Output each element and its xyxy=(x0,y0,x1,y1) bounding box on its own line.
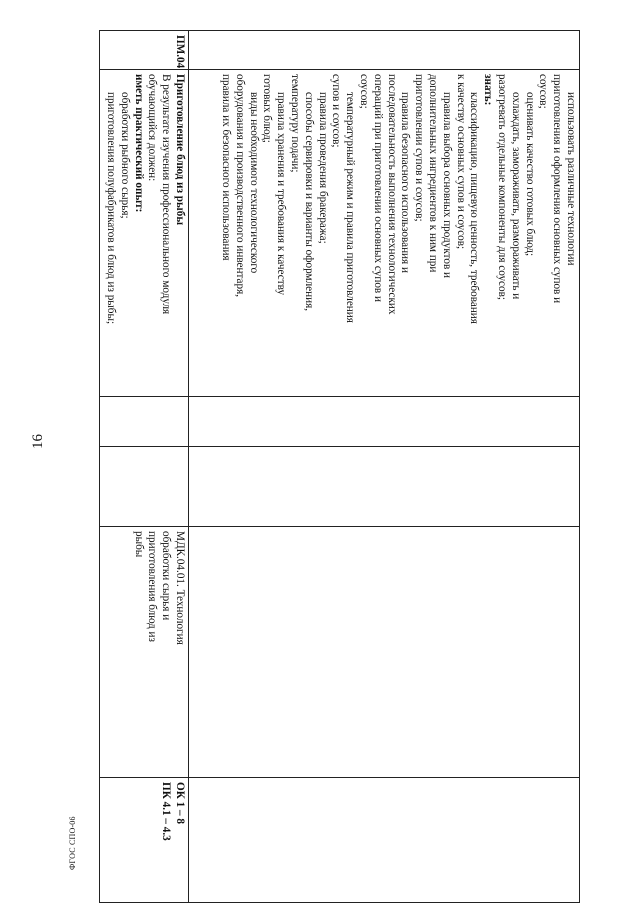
module-code-cell xyxy=(189,31,580,70)
module-code-cell xyxy=(100,31,189,70)
description-line: Приготовление блюд из рыбы xyxy=(174,74,186,226)
description-line: дополнительных ингредиентов к ним при xyxy=(427,74,440,273)
curriculum-table xyxy=(99,30,580,903)
mdk-line: рыбы xyxy=(132,531,145,558)
description-line: В результате изучения профессионального модуля xyxy=(160,74,173,315)
description-cell xyxy=(189,70,580,397)
mdk-line: обработки сырья и xyxy=(160,531,173,621)
description-line: охлаждать, замораживать, размораживать и xyxy=(509,92,522,300)
hours-cell xyxy=(100,397,189,447)
description-line: использовать различные технологии xyxy=(565,92,577,266)
description-line: способы сервировки и варианты оформления, xyxy=(302,92,315,312)
mdk-lines xyxy=(131,531,186,773)
description-line: правила проведения бракеража; xyxy=(316,92,329,244)
description-line: правила безопасного использования и xyxy=(399,92,412,273)
rotated-table-sheet xyxy=(100,30,580,848)
description-cell xyxy=(100,70,189,397)
hours-cell xyxy=(189,447,580,527)
description-line: виды необходимого технологического xyxy=(247,92,260,274)
table-row-continuation xyxy=(189,31,580,903)
description-line: готовых блюд; xyxy=(261,74,274,143)
description-line: правила их безопасного использования xyxy=(220,74,233,261)
mdk-line: приготовления блюд из xyxy=(146,531,159,642)
page-number: 16 xyxy=(30,434,46,449)
competency-ok: ОК 1 – 8 xyxy=(174,782,186,824)
description-line: приготовления и оформления основных супов и xyxy=(551,74,564,304)
description-lines xyxy=(218,74,577,392)
description-line: обработки рыбного сырья; xyxy=(118,92,131,219)
description-line: разогревать отдельные компоненты для соусов; xyxy=(496,74,509,300)
mdk-cell xyxy=(189,527,580,778)
competencies-cell xyxy=(189,778,580,903)
description-line: знать: xyxy=(482,74,495,106)
description-line: последовательность выполнения технологических xyxy=(385,74,398,315)
footer-code: ФГОС СПО-06 xyxy=(68,816,77,870)
description-line: температуру подачи; xyxy=(289,74,302,173)
description-line: соусов; xyxy=(358,74,371,109)
description-line: приготовления полуфабрикатов и блюд из рыбы; xyxy=(105,92,118,325)
hours-cell xyxy=(100,447,189,527)
description-line: супов и соусов; xyxy=(330,74,343,148)
competency-pk: ПК 4.1 – 4.3 xyxy=(160,782,173,841)
description-line: температурный режим и правила приготовления xyxy=(344,92,357,323)
description-line: операций при приготовлении основных супов и xyxy=(371,74,384,302)
description-line: иметь практический опыт: xyxy=(132,74,145,213)
description-line: обучающийся должен: xyxy=(146,74,159,182)
description-line: оценивать качество готовых блюд; xyxy=(523,92,536,257)
description-line: приготовлении супов и соусов; xyxy=(413,74,426,222)
description-line: классификацию, пищевую ценность, требования xyxy=(468,92,481,324)
mdk-line: МДК.04.01. Технология xyxy=(174,531,186,645)
description-line: правила хранения и требования к качеству xyxy=(275,92,288,296)
competencies-cell xyxy=(100,778,189,903)
description-line: правила выбора основных продуктов и xyxy=(440,92,453,279)
module-code: ПМ.04 xyxy=(174,35,186,69)
description-line: оборудования и производственного инвентаря, xyxy=(233,74,246,298)
description-lines xyxy=(103,74,186,392)
description-line: к качеству основных супов и соусов; xyxy=(454,74,467,250)
hours-cell xyxy=(189,397,580,447)
description-line: соусов; xyxy=(537,74,550,109)
mdk-cell xyxy=(100,527,189,778)
table-row-pm04 xyxy=(100,31,189,903)
